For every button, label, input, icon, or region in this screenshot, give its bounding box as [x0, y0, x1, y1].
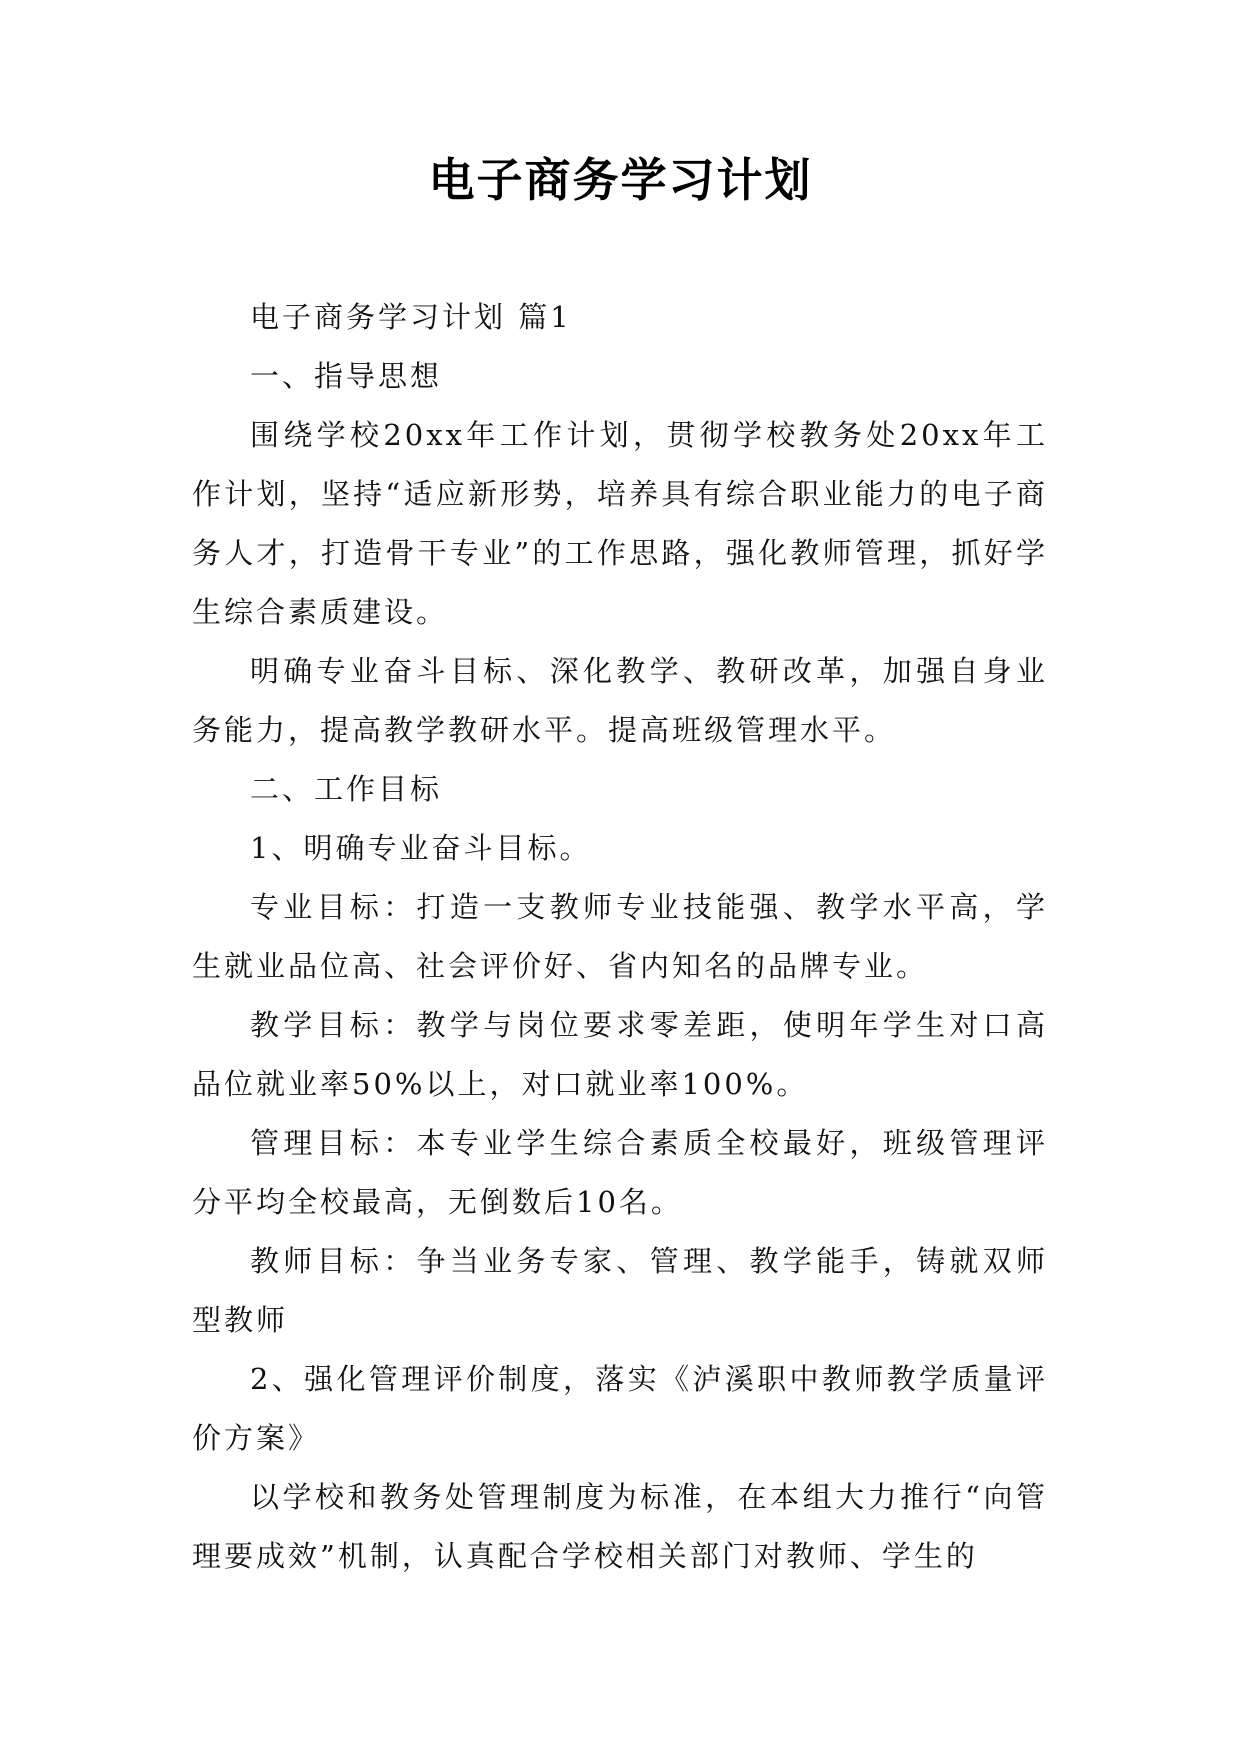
heading-guiding-ideology: 一、指导思想: [250, 359, 443, 393]
paragraph: 围绕学校20xx年工作计划，贯彻学校教务处20xx年工作计划，坚持“适应新形势，培养具有综合职业能力的电子商务人才，打造骨干专业”的工作思路，强化教师管理，抓好学生综合素质建设。: [192, 418, 1048, 629]
document-title: 电子商务学习计划: [428, 153, 813, 207]
section-heading: 电子商务学习计划 篇1: [250, 300, 572, 334]
heading-work-goals: 二、工作目标: [250, 772, 443, 806]
paragraph: 专业目标：打造一支教师专业技能强、教学水平高，学生就业品位高、社会评价好、省内知名的品牌专业。: [192, 890, 1048, 983]
list-item: 2、强化管理评价制度，落实《泸溪职中教师教学质量评价方案》: [192, 1362, 1048, 1455]
paragraph: 以学校和教务处管理制度为标准，在本组大力推行“向管理要成效”机制，认真配合学校相关部门对教师、学生的: [192, 1480, 1048, 1573]
paragraph: 教师目标：争当业务专家、管理、教学能手，铸就双师型教师: [192, 1244, 1048, 1337]
paragraph: 管理目标：本专业学生综合素质全校最好，班级管理评分平均全校最高，无倒数后10名。: [192, 1126, 1048, 1219]
document-body: [192, 288, 1048, 1586]
paragraph: 明确专业奋斗目标、深化教学、教研改革，加强自身业务能力，提高教学教研水平。提高班级管理水平。: [192, 654, 1048, 747]
paragraph: 教学目标：教学与岗位要求零差距，使明年学生对口高品位就业率50%以上，对口就业率100%。: [192, 1008, 1048, 1101]
list-item: 1、明确专业奋斗目标。: [250, 831, 592, 865]
